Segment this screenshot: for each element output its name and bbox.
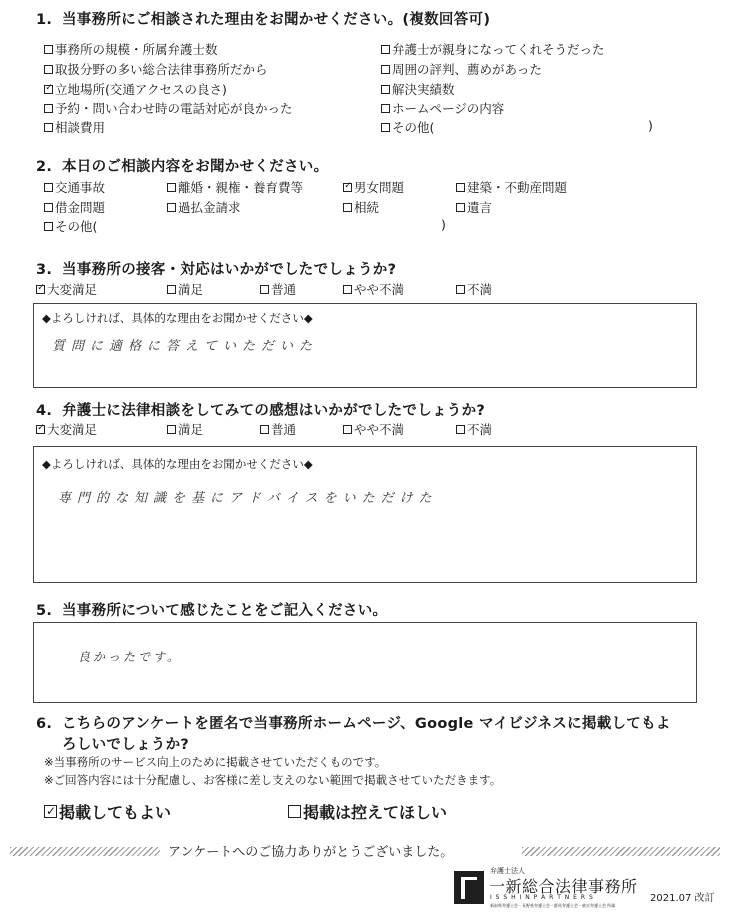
checkbox-label: その他( bbox=[392, 120, 435, 135]
checkbox-option[interactable] bbox=[381, 60, 542, 78]
logo-affiliation: 新潟県弁護士会・長野県弁護士会・群馬弁護士会・東京弁護士会 所属 bbox=[490, 903, 616, 908]
checkbox-option[interactable] bbox=[44, 217, 97, 235]
checkbox-icon[interactable] bbox=[381, 104, 390, 113]
checkbox-option[interactable] bbox=[343, 280, 404, 298]
firm-logo-icon bbox=[454, 871, 484, 904]
checkbox-icon[interactable] bbox=[44, 123, 53, 132]
checkbox-option[interactable] bbox=[36, 420, 97, 438]
q2-other-close: ) bbox=[441, 217, 446, 232]
q6-note-1: ※当事務所のサービス向上のために掲載させていただくものです。 bbox=[44, 755, 387, 769]
checkbox-icon[interactable] bbox=[381, 65, 390, 74]
checkbox-option[interactable] bbox=[44, 198, 105, 216]
checkbox-option[interactable] bbox=[260, 420, 296, 438]
checkbox-option[interactable] bbox=[44, 60, 268, 78]
checkbox-option[interactable] bbox=[343, 178, 404, 196]
checkbox-label: ホームページの内容 bbox=[392, 101, 505, 116]
checkbox-option[interactable] bbox=[456, 280, 492, 298]
q5-handwritten-answer: 良かったです。 bbox=[78, 650, 183, 664]
checkbox-option[interactable] bbox=[167, 178, 303, 196]
question-2-title: 2. 本日のご相談内容をお聞かせください。 bbox=[36, 159, 329, 175]
q4-reason-box[interactable] bbox=[33, 446, 697, 583]
checkbox-option[interactable] bbox=[44, 118, 105, 136]
q6-note-2: ※ご回答内容には十分配慮し、お客様に差し支えのない範囲で掲載させていただきます。 bbox=[44, 773, 502, 787]
checkbox-label: 立地場所(交通アクセスの良さ) bbox=[55, 82, 227, 97]
checkbox-icon[interactable] bbox=[44, 203, 53, 212]
checkbox-icon[interactable] bbox=[44, 222, 53, 231]
thanks-message: アンケートへのご協力ありがとうございました。 bbox=[168, 845, 454, 860]
checkbox-label: 交通事故 bbox=[55, 180, 106, 195]
question-6-title-line2: ろしいでしょうか? bbox=[62, 737, 190, 753]
checkbox-label: やや不満 bbox=[354, 282, 405, 297]
question-1-title: 1. 当事務所にご相談された理由をお聞かせください。(複数回答可) bbox=[36, 12, 491, 28]
checkbox-icon[interactable] bbox=[381, 45, 390, 54]
checkbox-label: 普通 bbox=[271, 422, 297, 437]
checkbox-checked-icon[interactable] bbox=[36, 285, 45, 294]
checkbox-label: 男女問題 bbox=[354, 180, 405, 195]
hatch-divider-right bbox=[522, 847, 720, 856]
checkbox-icon[interactable] bbox=[456, 285, 465, 294]
checkbox-label: 普通 bbox=[271, 282, 297, 297]
q4-box-heading: ◆よろしければ、具体的な理由をお聞かせください◆ bbox=[42, 457, 313, 471]
checkbox-label: 遺言 bbox=[467, 200, 493, 215]
checkbox-label: 弁護士が親身になってくれそうだった bbox=[392, 42, 605, 57]
question-6-title: 6. こちらのアンケートを匿名で当事務所ホームページ、Google マイビジネスに掲載してもよ bbox=[36, 716, 671, 732]
checkbox-label: 不満 bbox=[467, 282, 493, 297]
logo-small-text: 弁護士法人 bbox=[490, 867, 525, 875]
checkbox-icon[interactable] bbox=[260, 285, 269, 294]
checkbox-label: 満足 bbox=[178, 422, 204, 437]
checkbox-icon[interactable] bbox=[167, 285, 176, 294]
q3-reason-box[interactable] bbox=[33, 303, 697, 388]
q3-box-heading: ◆よろしければ、具体的な理由をお聞かせください◆ bbox=[42, 311, 313, 325]
checkbox-checked-icon[interactable] bbox=[343, 183, 352, 192]
hatch-divider-left bbox=[10, 847, 160, 856]
checkbox-option[interactable] bbox=[260, 280, 296, 298]
checkbox-label: 予約・問い合わせ時の電話対応が良かった bbox=[55, 101, 293, 116]
checkbox-option[interactable] bbox=[343, 198, 379, 216]
logo-firm-name: 一新総合法律事務所 bbox=[489, 877, 638, 896]
checkbox-option[interactable] bbox=[381, 99, 504, 117]
q5-comment-box[interactable] bbox=[33, 622, 697, 703]
q3-handwritten-answer: 質問に適格に答えていただいた bbox=[52, 339, 319, 354]
checkbox-icon[interactable] bbox=[288, 805, 301, 818]
checkbox-icon[interactable] bbox=[456, 203, 465, 212]
checkbox-icon[interactable] bbox=[381, 123, 390, 132]
checkbox-label: 大変満足 bbox=[47, 422, 98, 437]
q1-other-close: ) bbox=[648, 118, 653, 133]
checkbox-label: 建築・不動産問題 bbox=[467, 180, 568, 195]
checkbox-option[interactable] bbox=[381, 40, 605, 58]
checkbox-option[interactable] bbox=[167, 420, 203, 438]
checkbox-checked-icon[interactable] bbox=[44, 85, 53, 94]
checkbox-option[interactable] bbox=[44, 80, 227, 98]
checkbox-icon[interactable] bbox=[343, 285, 352, 294]
checkbox-icon[interactable] bbox=[44, 45, 53, 54]
checkbox-label: 満足 bbox=[178, 282, 204, 297]
checkbox-icon[interactable] bbox=[44, 183, 53, 192]
checkbox-label: 相談費用 bbox=[55, 120, 106, 135]
checkbox-label: 借金問題 bbox=[55, 200, 106, 215]
checkbox-icon[interactable] bbox=[343, 425, 352, 434]
checkbox-icon[interactable] bbox=[343, 203, 352, 212]
checkbox-icon[interactable] bbox=[456, 425, 465, 434]
checkbox-option[interactable] bbox=[44, 40, 218, 58]
checkbox-icon[interactable] bbox=[44, 104, 53, 113]
logo-english-name: I S S H I N P A R T N E R S bbox=[490, 894, 594, 901]
checkbox-option[interactable] bbox=[343, 420, 404, 438]
checkbox-checked-icon[interactable] bbox=[36, 425, 45, 434]
q4-handwritten-answer: 専門的な知識を基にアドバイスをいただけた bbox=[58, 491, 438, 506]
checkbox-option[interactable] bbox=[381, 80, 455, 98]
checkbox-label: やや不満 bbox=[354, 422, 405, 437]
checkbox-label: 取扱分野の多い総合法律事務所だから bbox=[55, 62, 268, 77]
version-label: 2021.07 改訂 bbox=[650, 893, 715, 904]
checkbox-label: 不満 bbox=[467, 422, 493, 437]
checkbox-option[interactable] bbox=[456, 420, 492, 438]
checkbox-label: 事務所の規模・所属弁護士数 bbox=[55, 42, 218, 57]
checkbox-label: 相続 bbox=[354, 200, 380, 215]
checkbox-icon[interactable] bbox=[381, 85, 390, 94]
checkbox-label: 周囲の評判、薦めがあった bbox=[392, 62, 542, 77]
checkbox-icon[interactable] bbox=[167, 425, 176, 434]
question-4-title: 4. 弁護士に法律相談をしてみての感想はいかがでしたでしょうか? bbox=[36, 403, 486, 419]
checkbox-icon[interactable] bbox=[456, 183, 465, 192]
checkbox-option[interactable] bbox=[167, 198, 241, 216]
checkbox-option[interactable] bbox=[456, 178, 567, 196]
question-5-title: 5. 当事務所について感じたことをご記入ください。 bbox=[36, 603, 388, 619]
checkbox-checked-icon[interactable] bbox=[44, 805, 57, 818]
checkbox-option[interactable] bbox=[44, 99, 293, 117]
checkbox-option[interactable] bbox=[44, 178, 105, 196]
checkbox-icon[interactable] bbox=[167, 183, 176, 192]
checkbox-icon[interactable] bbox=[260, 425, 269, 434]
question-3-title: 3. 当事務所の接客・対応はいかがでしたでしょうか? bbox=[36, 262, 397, 278]
checkbox-icon[interactable] bbox=[167, 203, 176, 212]
checkbox-option[interactable] bbox=[381, 118, 434, 136]
checkbox-label: 過払金請求 bbox=[178, 200, 241, 215]
q6-choice-publish-ok[interactable]: ✓ 掲載してもよい bbox=[44, 800, 171, 823]
checkbox-label: 解決実績数 bbox=[392, 82, 455, 97]
checkbox-option[interactable] bbox=[167, 280, 203, 298]
checkbox-label: 大変満足 bbox=[47, 282, 98, 297]
checkbox-label: その他( bbox=[55, 219, 98, 234]
q6-choice-publish-decline[interactable]: 掲載は控えてほしい bbox=[288, 800, 447, 823]
checkbox-option[interactable] bbox=[456, 198, 492, 216]
checkbox-option[interactable] bbox=[36, 280, 97, 298]
checkbox-icon[interactable] bbox=[44, 65, 53, 74]
checkbox-label: 離婚・親権・養育費等 bbox=[178, 180, 304, 195]
